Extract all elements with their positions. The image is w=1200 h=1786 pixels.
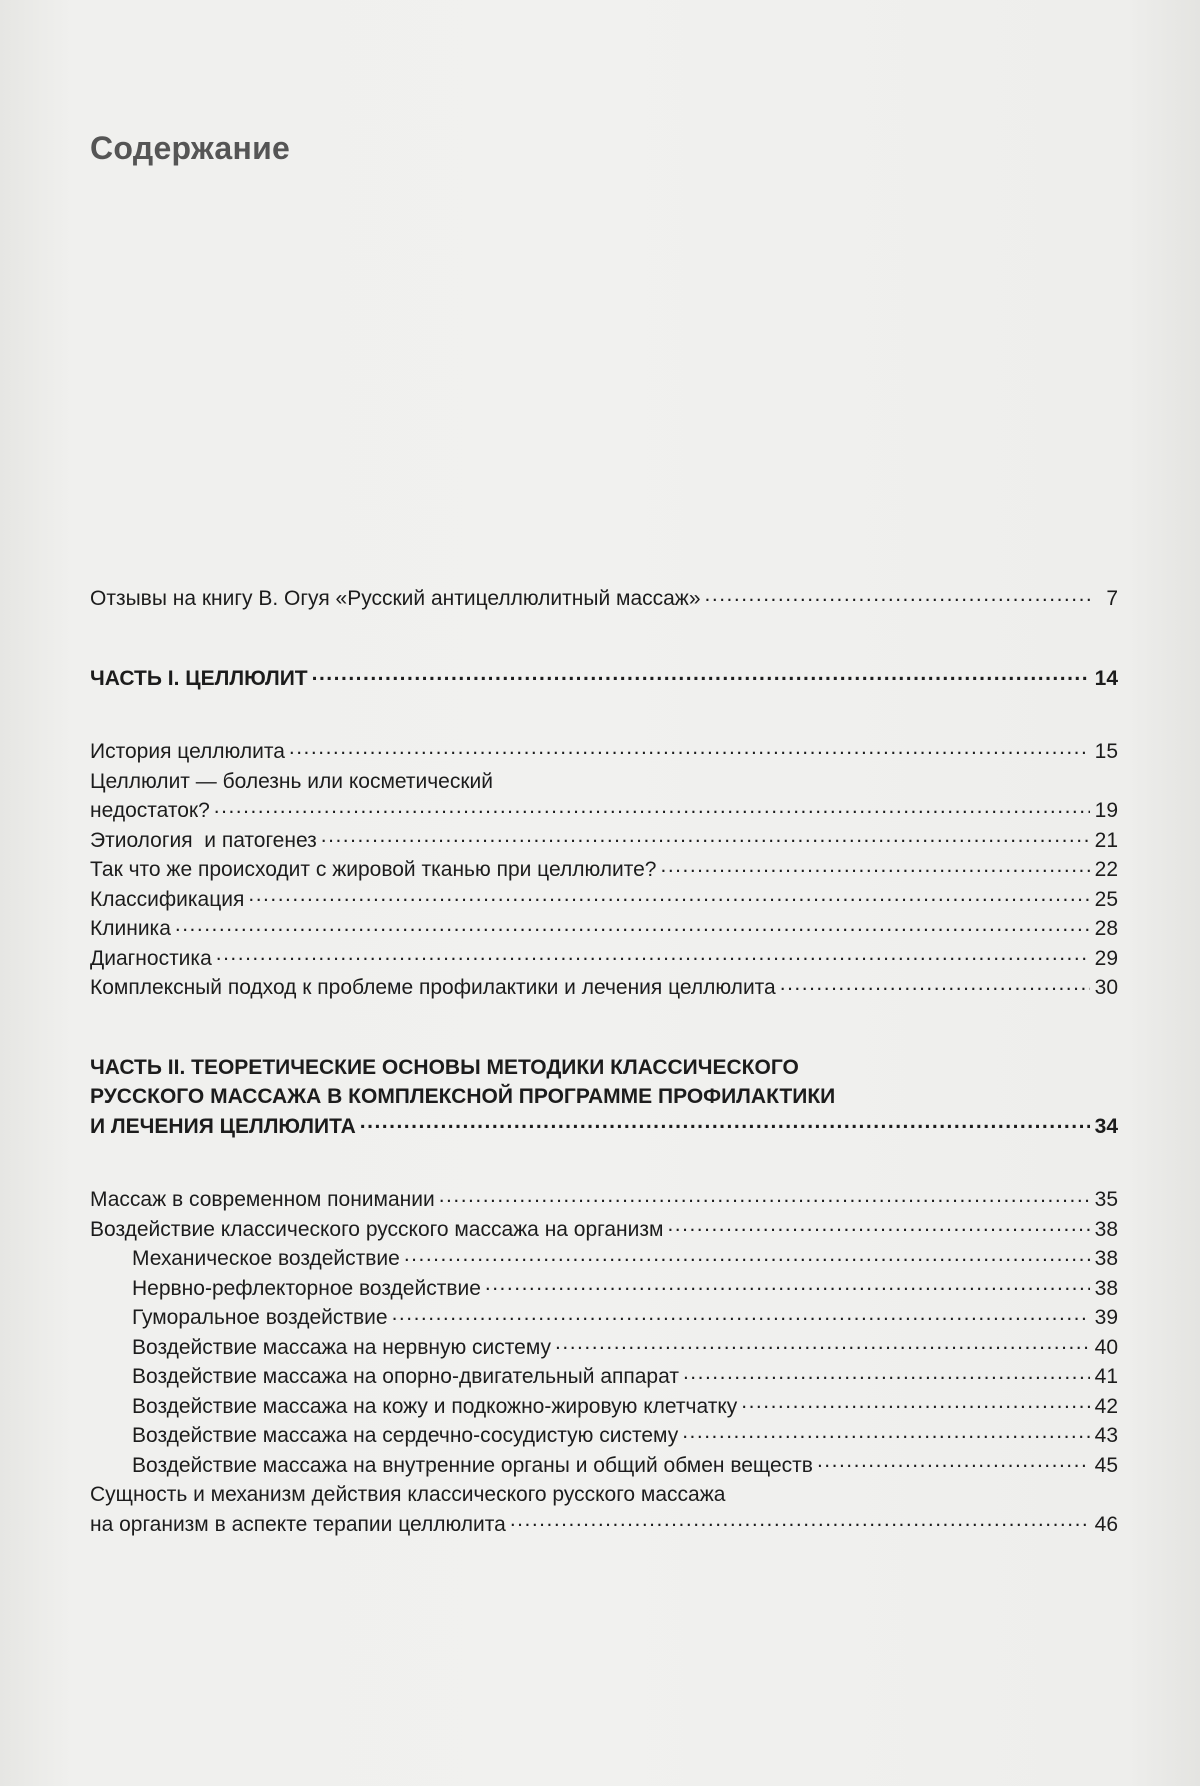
toc-entry[interactable] (90, 1480, 1118, 1539)
toc-part-title-line: ЧАСТЬ II. ТЕОРЕТИЧЕСКИЕ ОСНОВЫ МЕТОДИКИ КЛАССИЧЕСКОГО (90, 1055, 799, 1079)
leader-dots (660, 855, 1090, 876)
spacer (90, 1003, 1118, 1053)
toc-entry[interactable] (90, 1185, 1118, 1215)
leader-dots (175, 914, 1090, 935)
toc-page-number: 40 (1094, 1335, 1118, 1359)
toc-subentry[interactable] (90, 1303, 1118, 1333)
leader-dots (817, 1451, 1090, 1472)
toc-entry-title-line: на организм в аспекте терапии целлюлита (90, 1512, 506, 1536)
toc-entry[interactable] (90, 885, 1118, 915)
toc-entry[interactable] (90, 914, 1118, 944)
toc-entry[interactable] (90, 584, 1118, 614)
leader-dots (312, 664, 1090, 685)
toc-entry-title: Воздействие массажа на сердечно-сосудистую систему (132, 1424, 679, 1447)
leader-dots (741, 1392, 1090, 1413)
toc-page-number: 29 (1094, 946, 1118, 970)
toc-page-number: 35 (1094, 1188, 1118, 1211)
leader-dots (510, 1510, 1090, 1531)
toc-page-number: 42 (1094, 1394, 1118, 1418)
toc-page-number: 38 (1094, 1247, 1118, 1270)
toc-entry-title: Гуморальное воздействие (132, 1306, 388, 1329)
leader-dots (404, 1244, 1090, 1265)
toc-page-number: 30 (1094, 976, 1118, 999)
toc-entry-title: Массаж в современном понимании (90, 1188, 435, 1211)
toc-entry-title-line: недостаток? (90, 799, 210, 822)
toc-entry[interactable] (90, 1215, 1118, 1245)
toc-page-number: 34 (1094, 1114, 1118, 1138)
leader-dots (392, 1303, 1090, 1324)
leader-dots (705, 584, 1090, 605)
toc-page-number: 15 (1094, 740, 1118, 763)
toc-part-title-line: И ЛЕЧЕНИЯ ЦЕЛЛЮЛИТА (90, 1114, 356, 1138)
table-of-contents (90, 584, 1118, 1539)
toc-subentry[interactable] (90, 1392, 1118, 1422)
toc-page-number: 14 (1094, 666, 1118, 690)
toc-page-number: 21 (1094, 828, 1118, 852)
leader-dots (321, 826, 1090, 847)
page-title: Содержание (90, 130, 291, 166)
toc-entry-title: Механическое воздействие (132, 1247, 400, 1270)
toc-subentry[interactable] (90, 1244, 1118, 1274)
leader-dots (485, 1274, 1090, 1295)
leader-dots (216, 944, 1090, 965)
toc-part-title: ЧАСТЬ I. ЦЕЛЛЮЛИТ (90, 666, 308, 690)
toc-entry[interactable] (90, 737, 1118, 767)
toc-entry-title: Этиология и патогенез (90, 828, 317, 852)
leader-dots (214, 796, 1090, 817)
toc-entry-title: Так что же происходит с жировой тканью при целлюлите? (90, 858, 657, 881)
toc-page-number: 38 (1094, 1217, 1118, 1241)
toc-entry-title: Комплексный подход к проблеме профилактики и лечения целлюлита (90, 976, 776, 999)
toc-entry-title: Воздействие массажа на нервную систему (132, 1335, 552, 1359)
leader-dots (439, 1185, 1090, 1206)
toc-entry[interactable] (90, 767, 1118, 826)
leader-dots (780, 973, 1090, 994)
toc-page-number: 19 (1094, 799, 1118, 822)
toc-subentry[interactable] (90, 1274, 1118, 1304)
leader-dots (683, 1362, 1090, 1383)
toc-entry-title: Воздействие массажа на опорно-двигательный аппарат (132, 1365, 679, 1388)
toc-page-number: 46 (1094, 1512, 1118, 1536)
toc-entry-title-line: Целлюлит — болезнь или косметический (90, 769, 493, 793)
toc-entry-title: Воздействие классического русского массажа на организм (90, 1217, 664, 1241)
toc-subentry[interactable] (90, 1333, 1118, 1363)
leader-dots (667, 1215, 1090, 1236)
toc-page-number: 7 (1106, 587, 1118, 610)
leader-dots (555, 1333, 1090, 1354)
leader-dots (289, 737, 1090, 758)
spacer (90, 693, 1118, 737)
spacer (90, 614, 1118, 664)
toc-part-heading[interactable] (90, 1053, 1118, 1142)
toc-entry[interactable] (90, 944, 1118, 974)
leader-dots (360, 1112, 1090, 1133)
toc-entry[interactable] (90, 855, 1118, 885)
toc-entry-title: Отзывы на книгу В. Огуя «Русский антицеллюлитный массаж» (90, 587, 701, 610)
toc-subentry[interactable] (90, 1362, 1118, 1392)
toc-entry-title: Нервно-рефлекторное воздействие (132, 1276, 481, 1300)
toc-page-number: 45 (1094, 1453, 1118, 1477)
toc-entry-title: История целлюлита (90, 740, 285, 763)
toc-entry-title: Воздействие массажа на кожу и подкожно-жировую клетчатку (132, 1394, 738, 1418)
toc-page-number: 38 (1094, 1276, 1118, 1300)
toc-part-title-line: РУССКОГО МАССАЖА В КОМПЛЕКСНОЙ ПРОГРАММЕ ПРОФИЛАКТИКИ (90, 1085, 836, 1108)
toc-part-heading[interactable] (90, 664, 1118, 694)
spacer (90, 1141, 1118, 1185)
toc-subentry[interactable] (90, 1451, 1118, 1481)
toc-entry-title: Воздействие массажа на внутренние органы и общий обмен веществ (132, 1453, 813, 1477)
toc-page-number: 41 (1094, 1365, 1118, 1388)
toc-entry-title-line: Сущность и механизм действия классического русского массажа (90, 1483, 726, 1506)
toc-entry[interactable] (90, 973, 1118, 1003)
leader-dots (682, 1421, 1090, 1442)
toc-page-number: 39 (1094, 1306, 1118, 1329)
toc-subentry[interactable] (90, 1421, 1118, 1451)
toc-page-number: 28 (1094, 917, 1118, 940)
toc-entry-title: Классификация (90, 887, 245, 911)
toc-page-number: 25 (1094, 887, 1118, 911)
toc-entry-title: Клиника (90, 917, 171, 940)
toc-page-number: 43 (1094, 1424, 1118, 1447)
toc-entry[interactable] (90, 826, 1118, 856)
toc-entry-title: Диагностика (90, 946, 212, 970)
toc-page-number: 22 (1094, 858, 1118, 881)
leader-dots (248, 885, 1090, 906)
